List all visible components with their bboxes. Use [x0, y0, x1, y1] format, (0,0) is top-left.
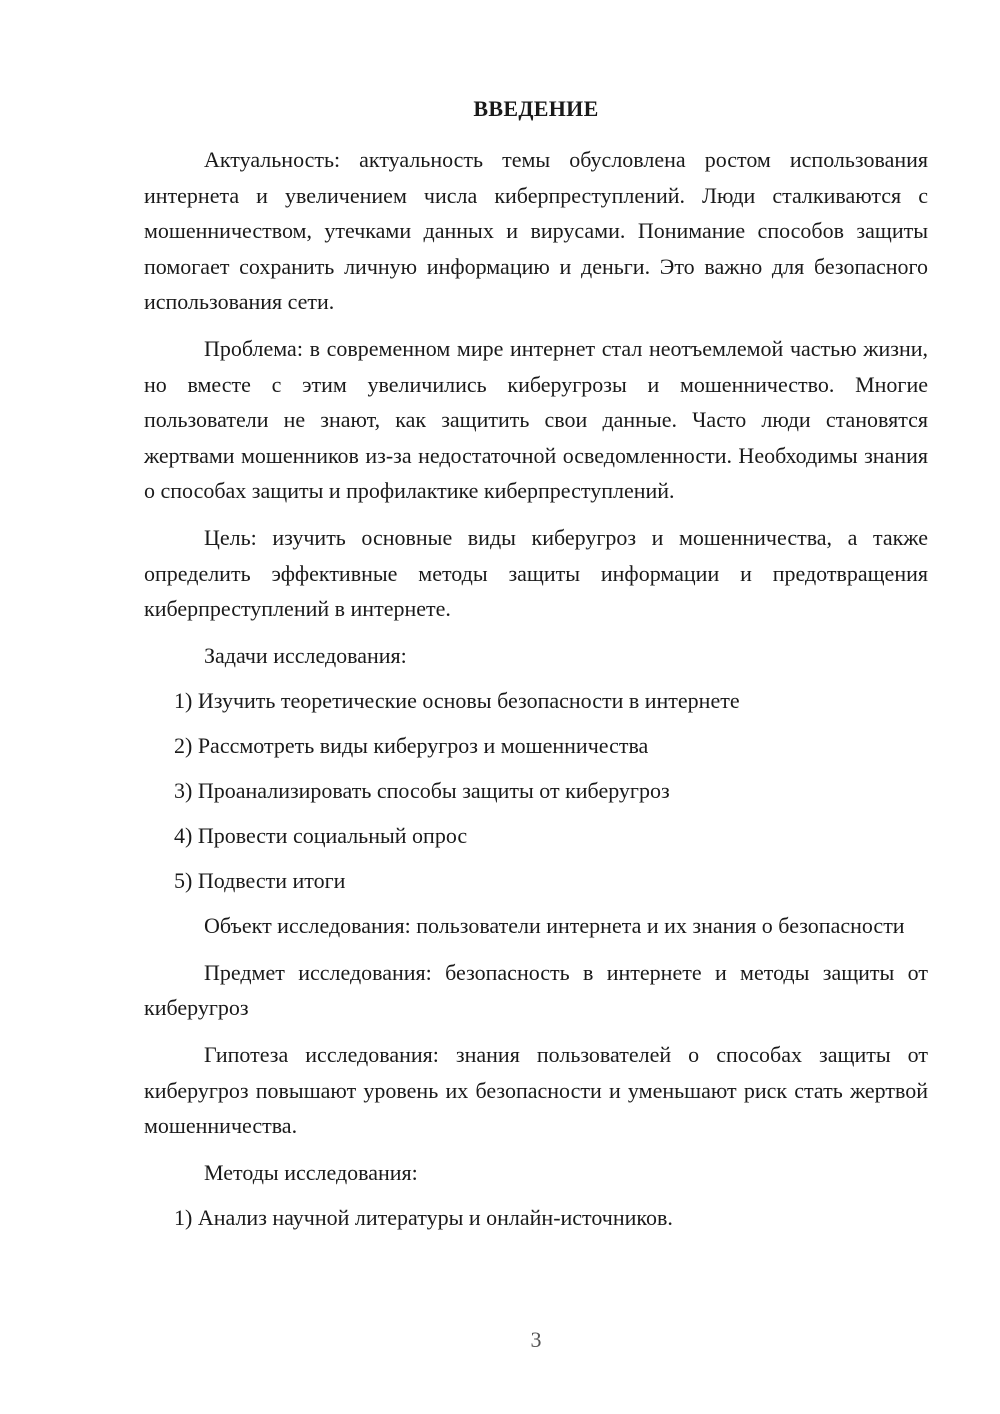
page-number: 3 — [530, 1327, 542, 1352]
list-item: 3) Проанализировать способы защиты от киберугроз — [174, 778, 670, 803]
document-body — [144, 142, 928, 1245]
tasks-list — [144, 683, 928, 899]
tasks-heading: Задачи исследования: — [204, 642, 407, 668]
list-item: 2) Рассмотреть виды киберугроз и мошенничества — [174, 732, 649, 758]
paragraph-subject: Предмет исследования: безопасность в интернете и методы защиты от киберугроз — [144, 959, 928, 1021]
paragraph-goal: Цель: изучить основные виды киберугроз и мошенничества, а также определить эффективные методы защиты информации и предотвращения киберпреступлений в интернете. — [144, 524, 928, 622]
paragraph-object: Объект исследования: пользователи интернета и их знания о безопасности — [204, 913, 905, 939]
paragraph-hypothesis: Гипотеза исследования: знания пользователей о способах защиты от киберугроз повышают уровень их безопасности и уменьшают риск стать жертвой мошенничества. — [144, 1042, 928, 1139]
paragraph-problem: Проблема: в современном мире интернет стал неотъемлемой частью жизни, но вместе с этим увеличились киберугрозы и мошенничество. Многие пользователи не знают, как защитить свои данные. Часто люди становятся жертвами мошенников из-за недостаточной осведомленности. Необходимы знания о способах защиты и профилактике киберпреступлений. — [144, 335, 928, 504]
methods-list — [144, 1200, 928, 1236]
paragraph-relevance: Актуальность: актуальность темы обусловлена ростом использования интернета и увеличением числа киберпреступлений. Люди сталкиваются с мошенничеством, утечками данных и вирусами. Понимание способов защиты помогает сохранить личную информацию и деньги. Это важно для безопасного использования сети. — [144, 147, 928, 315]
list-item: 4) Провести социальный опрос — [174, 823, 468, 849]
list-item: 1) Изучить теоретические основы безопасности в интернете — [174, 687, 740, 713]
list-item: 5) Подвести итоги — [174, 868, 346, 894]
page-title: ВВЕДЕНИЕ — [473, 96, 599, 121]
methods-heading: Методы исследования: — [204, 1159, 418, 1185]
list-item: 1) Анализ научной литературы и онлайн-источников. — [174, 1204, 673, 1230]
